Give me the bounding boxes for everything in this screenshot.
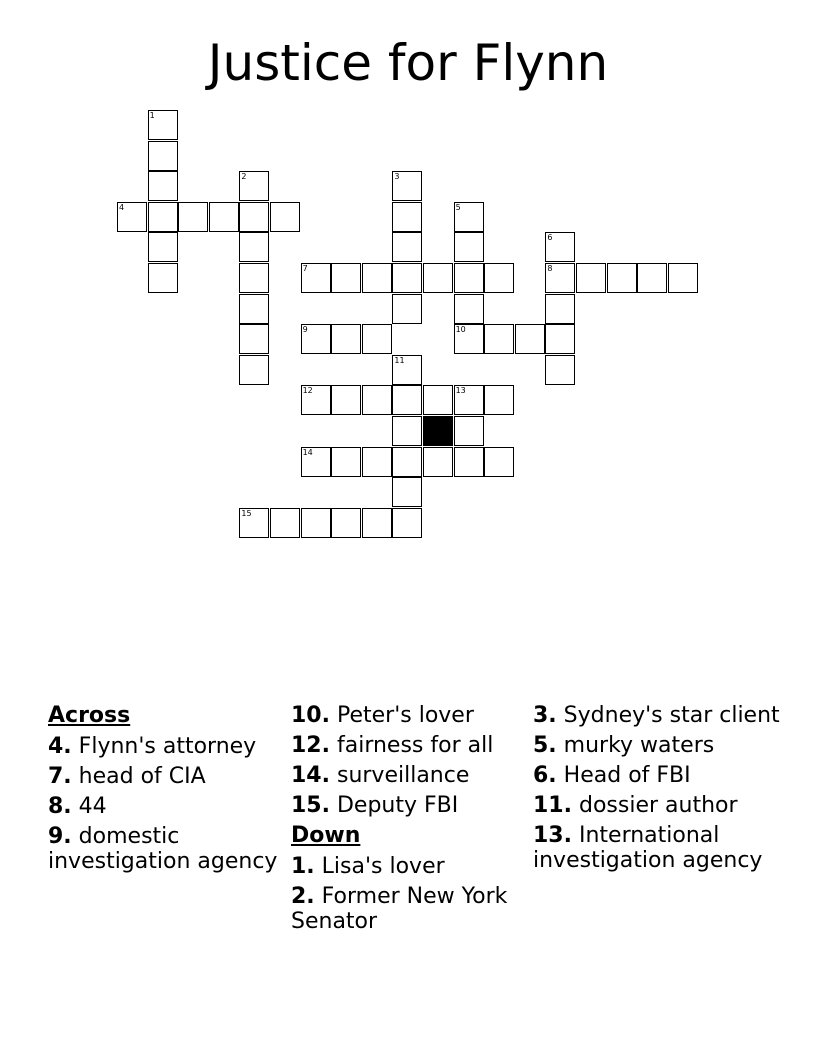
- clues-column-2: [291, 703, 531, 939]
- grid-cell[interactable]: [423, 385, 453, 415]
- grid-cell[interactable]: [239, 294, 269, 324]
- grid-cell[interactable]: [607, 263, 637, 293]
- grid-cell[interactable]: [331, 324, 361, 354]
- clue-across-10: 10. Peter's lover: [291, 703, 474, 728]
- grid-cell[interactable]: [545, 263, 575, 293]
- clue-down-1: 1. Lisa's lover: [291, 854, 445, 879]
- grid-cell[interactable]: [239, 263, 269, 293]
- clue-down-5: 5. murky waters: [533, 733, 715, 758]
- grid-cell[interactable]: [454, 294, 484, 324]
- grid-cell[interactable]: [423, 447, 453, 477]
- clue-down-3: 3. Sydney's star client: [533, 703, 780, 728]
- grid-cell[interactable]: [454, 324, 484, 354]
- clue-across-4: 4. Flynn's attorney: [48, 734, 257, 759]
- clue-number: 4: [119, 202, 125, 212]
- clue-down-6: 6. Head of FBI: [533, 763, 691, 788]
- puzzle-title: Justice for Flynn: [207, 34, 609, 92]
- grid-cell[interactable]: [239, 355, 269, 385]
- grid-cell[interactable]: [331, 385, 361, 415]
- clue-number: 2: [241, 172, 247, 182]
- down-heading: Down: [291, 823, 361, 848]
- grid-cell[interactable]: [545, 355, 575, 385]
- clue-number: 1: [149, 111, 155, 120]
- clue-down-2: 2. Former New York Senator: [291, 884, 508, 934]
- grid-cell[interactable]: [515, 324, 545, 354]
- clue-down-13: 13. International investigation agency: [533, 823, 763, 873]
- grid-cell[interactable]: [392, 294, 422, 324]
- grid-cell[interactable]: [392, 355, 422, 385]
- grid-cell[interactable]: [392, 508, 422, 538]
- grid-cell[interactable]: [117, 202, 147, 232]
- grid-cell[interactable]: [454, 385, 484, 415]
- grid-cell[interactable]: [362, 263, 392, 293]
- grid-cell[interactable]: [392, 171, 422, 201]
- grid-cell[interactable]: [484, 385, 514, 415]
- grid-cell[interactable]: [301, 385, 331, 415]
- clue-across-15: 15. Deputy FBI: [291, 793, 459, 818]
- grid-cell[interactable]: [392, 232, 422, 262]
- grid-cell[interactable]: [484, 447, 514, 477]
- grid-cell[interactable]: [392, 263, 422, 293]
- grid-cell[interactable]: [148, 263, 178, 293]
- grid-cell[interactable]: [331, 263, 361, 293]
- clue-number: 9: [302, 325, 308, 335]
- grid-cell[interactable]: [454, 447, 484, 477]
- clues-column-3: [533, 703, 783, 878]
- grid-cell[interactable]: [392, 447, 422, 477]
- grid-cell[interactable]: [576, 263, 606, 293]
- grid-cell[interactable]: [545, 294, 575, 324]
- grid-cell[interactable]: [545, 232, 575, 262]
- clue-across-9: 9. domestic investigation agency: [48, 824, 278, 874]
- clues-column-1: [48, 703, 278, 879]
- clue-number: 11: [394, 355, 405, 365]
- grid-cell[interactable]: [331, 447, 361, 477]
- across-heading: Across: [48, 703, 131, 728]
- grid-cell[interactable]: [239, 202, 269, 232]
- grid-cell[interactable]: [454, 232, 484, 262]
- grid-cell[interactable]: [239, 324, 269, 354]
- grid-cell[interactable]: [148, 110, 178, 140]
- grid-cell[interactable]: [148, 202, 178, 232]
- clue-number: 14: [302, 447, 313, 457]
- grid-cell[interactable]: [545, 324, 575, 354]
- clue-number: 12: [302, 386, 313, 396]
- grid-cell[interactable]: [668, 263, 698, 293]
- black-square: [423, 416, 453, 446]
- clue-across-8: 8. 44: [48, 794, 107, 819]
- clue-number: 5: [455, 202, 461, 212]
- grid-cell[interactable]: [301, 263, 331, 293]
- grid-cell[interactable]: [392, 477, 422, 507]
- grid-cell[interactable]: [454, 416, 484, 446]
- grid-cell[interactable]: [148, 141, 178, 171]
- clue-down-11: 11. dossier author: [533, 793, 738, 818]
- grid-cell[interactable]: [301, 324, 331, 354]
- grid-cell[interactable]: [148, 232, 178, 262]
- grid-cell[interactable]: [362, 447, 392, 477]
- grid-cell[interactable]: [301, 508, 331, 538]
- grid-cell[interactable]: [209, 202, 239, 232]
- clue-number: 10: [455, 325, 466, 335]
- grid-cell[interactable]: [423, 263, 453, 293]
- clue-number: 13: [455, 386, 466, 396]
- grid-cell[interactable]: [392, 385, 422, 415]
- clue-number: 8: [547, 264, 553, 273]
- grid-cell[interactable]: [331, 508, 361, 538]
- grid-cell[interactable]: [454, 263, 484, 293]
- grid-cell[interactable]: [484, 324, 514, 354]
- grid-cell[interactable]: [270, 508, 300, 538]
- grid-cell[interactable]: [362, 508, 392, 538]
- grid-cell[interactable]: [484, 263, 514, 293]
- clue-number: 3: [394, 172, 400, 182]
- grid-cell[interactable]: [148, 171, 178, 201]
- clue-across-12: 12. fairness for all: [291, 733, 494, 758]
- grid-cell[interactable]: [239, 232, 269, 262]
- grid-cell[interactable]: [239, 171, 269, 201]
- grid-cell[interactable]: [362, 385, 392, 415]
- clue-number: 15: [241, 508, 252, 518]
- grid-cell[interactable]: [178, 202, 208, 232]
- grid-cell[interactable]: [239, 508, 269, 538]
- clue-across-7: 7. head of CIA: [48, 764, 206, 789]
- clue-number: 6: [547, 233, 553, 243]
- grid-cell[interactable]: [362, 324, 392, 354]
- clue-across-14: 14. surveillance: [291, 763, 470, 788]
- grid-cell[interactable]: [301, 447, 331, 477]
- grid-cell[interactable]: [392, 416, 422, 446]
- clue-number: 7: [302, 264, 308, 273]
- grid-cell[interactable]: [454, 202, 484, 232]
- grid-cell[interactable]: [637, 263, 667, 293]
- grid-cell[interactable]: [392, 202, 422, 232]
- grid-cell[interactable]: [270, 202, 300, 232]
